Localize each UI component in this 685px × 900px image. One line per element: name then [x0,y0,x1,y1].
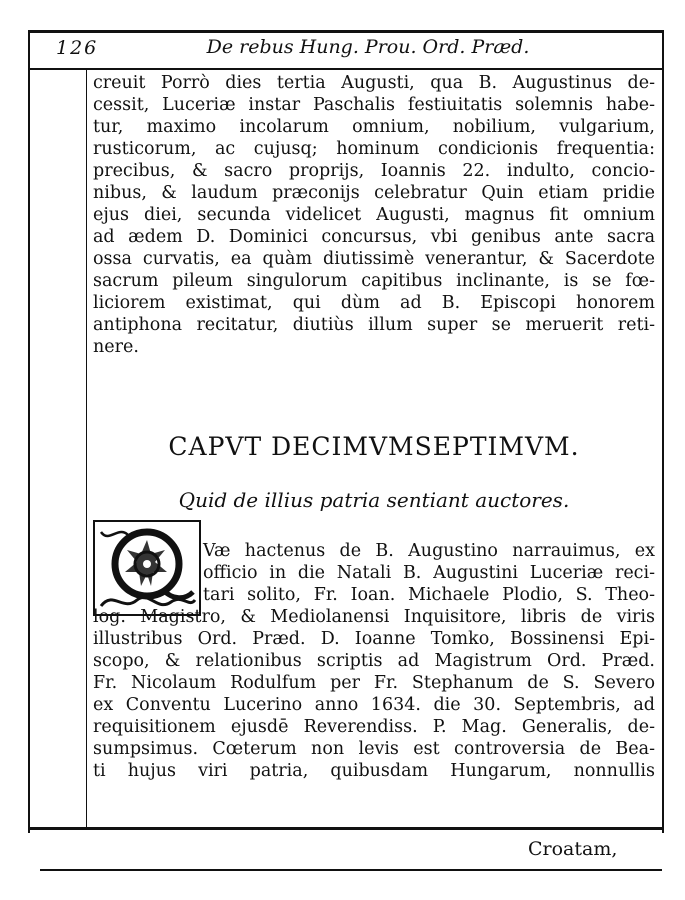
text-line: officio in die Natali B. Augustini Luceriæ reci- [203,563,655,583]
footer-rule [28,827,664,830]
text-line: Fr. Nicolaum Rodulfum per Fr. Stephanum de S. Severo [93,673,655,693]
text-line: sacrum pileum singulorum capitibus inclinante, is se fœ- [93,271,655,291]
text-line: log. Magistro, & Mediolanensi Inquisitore, libris de viris [93,607,655,627]
paragraph-text [93,540,655,782]
text-line: rusticorum, ac cujusq; hominum condicionis frequentia: [93,139,655,159]
page-number: 126 [56,37,99,59]
header-rule [28,68,664,70]
text-line: nibus, & laudum præconijs celebratur Quin etiam pridie [93,183,655,203]
text-line: sumpsimus. Cœterum non levis est controversia de Bea- [93,739,655,759]
text-line: ejus diei, secunda videlicet Augusti, magnus fit omnium [93,205,655,225]
catchword: Croatam, [528,838,618,860]
text-line: tur, maximo incolarum omnium, nobilium, vulgarium, [93,117,655,137]
text-line: scopo, & relationibus scriptis ad Magistrum Ord. Præd. [93,651,655,671]
text-line: illustribus Ord. Præd. D. Ioanne Tomko, Bossinensi Epi- [93,629,655,649]
body-text [93,72,655,358]
chapter-title: CAPVT DECIMVMSEPTIMVM. [168,432,580,461]
margin-rule [86,68,87,827]
text-line: precibus, & sacro proprijs, Ioannis 22. indulto, concio- [93,161,655,181]
text-line: ad ædem D. Dominici concursus, vbi genibus ante sacra [93,227,655,247]
text-line: ossa curvatis, ea quàm diutissimè venerantur, & Sacerdote [93,249,655,269]
text-line: ti hujus viri patria, quibusdam Hungarum, nonnullis [93,761,655,781]
text-line: Væ hactenus de B. Augustino narrauimus, ex [203,541,655,561]
text-line: nere. [93,337,139,357]
footer-rule-lower [40,869,662,871]
text-line: ex Conventu Lucerino anno 1634. die 30. Septembris, ad [93,695,655,715]
text-line: cessit, Luceriæ instar Paschalis festiuitatis solemnis habe- [93,95,655,115]
chapter-subtitle: Quid de illius patria sentiant auctores. [178,488,570,512]
text-line: liciorem existimat, qui dùm ad B. Episcopi honorem [93,293,655,313]
running-head: De rebus Hung. Prou. Ord. Præd. [206,36,530,58]
text-line: requisitionem ejusdē Reverendiss. P. Mag. Generalis, de- [93,717,655,737]
text-line: creuit Porrò dies tertia Augusti, qua B. Augustinus de- [93,73,655,93]
text-line: tari solito, Fr. Ioan. Michaele Plodio, S. Theo- [203,585,655,605]
text-line: antiphona recitatur, diutiùs illum super se meruerit reti- [93,315,655,335]
